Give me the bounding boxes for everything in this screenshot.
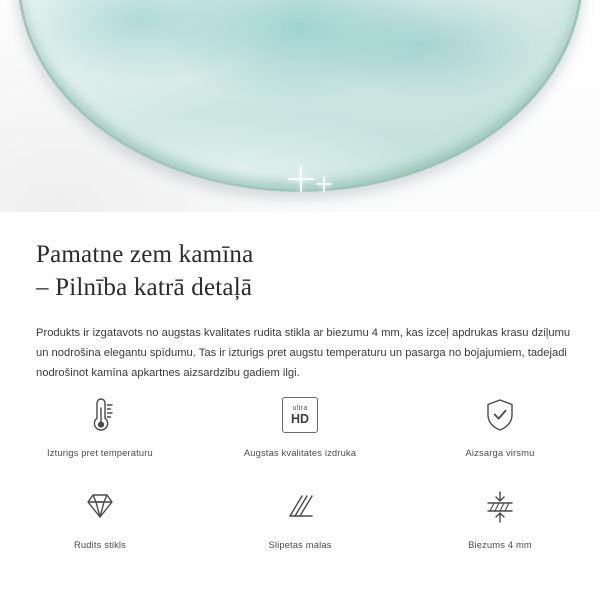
- polished-edges-icon: [281, 484, 319, 530]
- feature-label: Rudits stikls: [74, 539, 126, 550]
- feature-label: Biezums 4 mm: [468, 539, 532, 550]
- content-block: [0, 212, 600, 383]
- feature-row-1: [0, 392, 600, 458]
- feature-label: Slipetas malas: [268, 539, 332, 550]
- description-text: Produkts ir izgatavots no augstas kvalitates rudita stikla ar biezumu 4 mm, kas izceļ apdrukas krasu dziļumu un nodrošina elegantu spīdumu. Tas ir izturigs pret augstu temperaturu un pasarga no bojajumiem, tadejadi nodrošinot kamīna apkartnes aizsardzibu gadiem ilgi.: [36, 327, 571, 379]
- headline-line-2: – Pilnība katrā detaļā: [36, 274, 253, 301]
- thickness-arrows-icon: [481, 484, 519, 530]
- ultra-hd-badge-icon: [282, 392, 318, 438]
- badge-bottom-text: HD: [290, 411, 310, 426]
- feature-thickness: [400, 484, 600, 550]
- hero-image: [0, 0, 600, 212]
- feature-label: Aizsarga virsmu: [465, 447, 535, 458]
- badge-top-text: ultra: [292, 404, 308, 412]
- shield-check-icon: [483, 392, 517, 438]
- feature-tempered-glass: [0, 484, 200, 550]
- feature-surface-protection: [400, 392, 600, 458]
- feature-grid: [0, 392, 600, 550]
- feature-print-quality: [200, 392, 400, 458]
- feature-label: Augstas kvalitates izdruka: [243, 447, 357, 458]
- diamond-icon: [81, 484, 119, 530]
- glass-disc-product-image: [17, 0, 583, 192]
- page-title: [36, 238, 556, 304]
- feature-temperature: [0, 392, 200, 458]
- feature-polished-edges: [200, 484, 400, 550]
- thermometer-icon: [83, 392, 117, 438]
- headline-line-1: Pamatne zem kamīna: [36, 241, 254, 268]
- feature-label: Izturigs pret temperaturu: [47, 447, 153, 458]
- feature-row-2: [0, 484, 600, 550]
